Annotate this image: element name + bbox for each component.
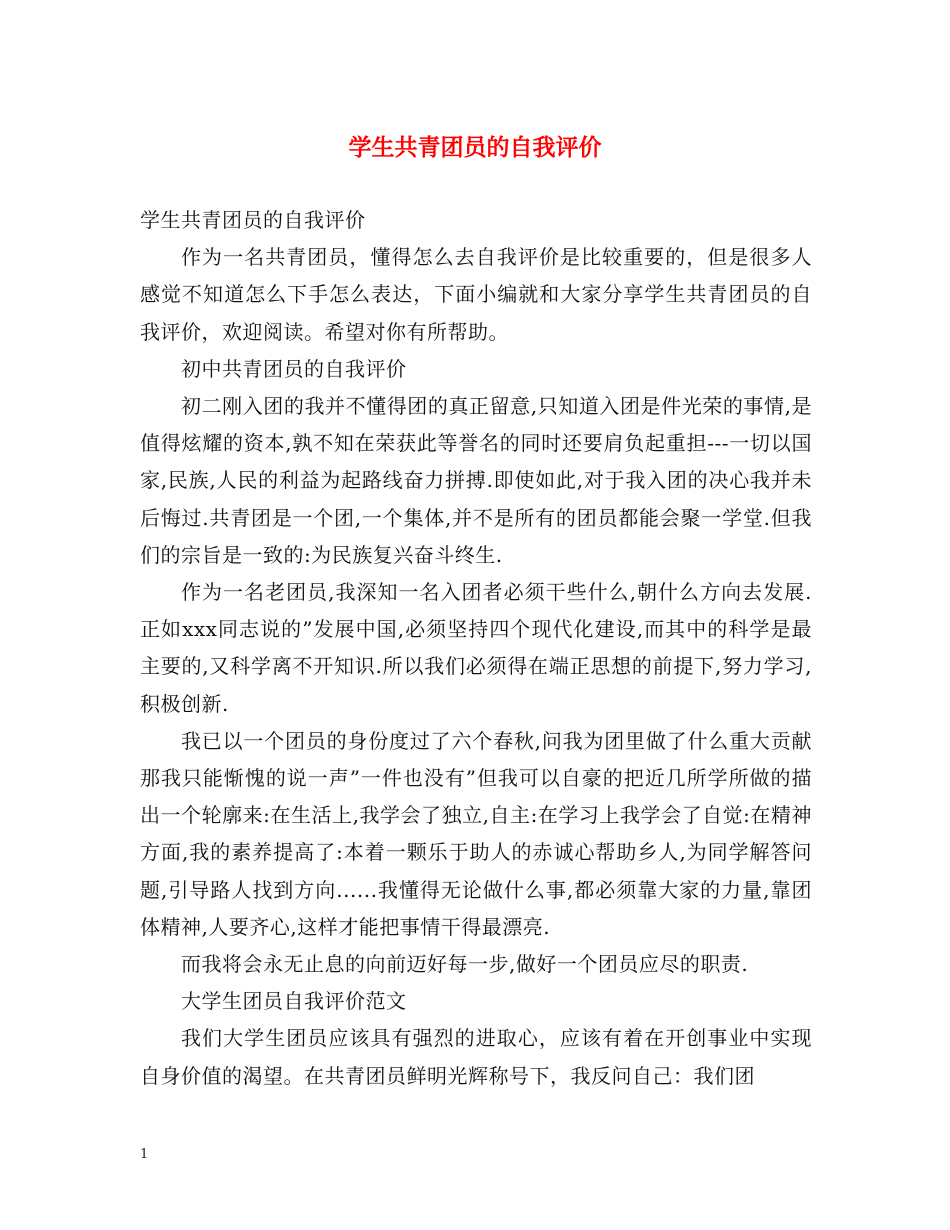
paragraph-six-years: 我已以一个团员的身份度过了六个春秋,问我为团里做了什么重大贡献那我只能惭愧的说一声”一件也没有”但我可以自豪的把近几所学所做的描出一个轮廓来:在生活上,我学会了独立,自主:在学习上我学会了自觉:在精神方面,我的素养提高了:本着一颗乐于助人的赤诚心帮助乡人,为同学解答问题,引导路人找到方向......我懂得无论做什么事,都必须靠大家的力量,靠团体精神,人要齐心,这样才能把事情干得最漂亮. xyxy=(140,728,812,939)
document-title: 学生共青团员的自我评价 xyxy=(348,135,602,161)
page-number: 1 xyxy=(140,1147,149,1162)
paragraph-intro: 作为一名共青团员，懂得怎么去自我评价是比较重要的，但是很多人感觉不知道怎么下手怎么表达，下面小编就和大家分享学生共青团员的自我评价，欢迎阅读。希望对你有所帮助。 xyxy=(140,245,812,344)
paragraph-commitment: 而我将会永无止息的向前迈好每一步,做好一个团员应尽的职责. xyxy=(181,952,749,977)
paragraph-old-member: 作为一名老团员,我深知一名入团者必须干些什么,朝什么方向去发展.正如xxx同志说的”发展中国,必须坚持四个现代化建设,而其中的科学是最主要的,又科学离不开知识.所以我们必须得在端正思想的前提下,努力学习,积极创新. xyxy=(140,580,812,716)
paragraph-joining-league: 初二刚入团的我并不懂得团的真正留意,只知道入团是件光荣的事情,是值得炫耀的资本,孰不知在荣获此等誉名的同时还要肩负起重担---一切以国家,民族,人民的利益为起路线奋力拼搏.即使如此,对于我入团的决心我并未后悔过.共青团是一个团,一个集体,并不是所有的团员都能会聚一学堂.但我们的宗旨是一致的:为民族复兴奋斗终生. xyxy=(140,394,812,567)
section-heading-junior-high: 初中共青团员的自我评价 xyxy=(181,356,407,381)
document-body xyxy=(140,202,812,1095)
paragraph-college-ambition: 我们大学生团员应该具有强烈的进取心，应该有着在开创事业中实现自身价值的渴望。在共青团员鲜明光辉称号下，我反问自己：我们团 xyxy=(140,1026,812,1088)
section-heading-college: 大学生团员自我评价范文 xyxy=(181,989,407,1014)
paragraph-heading: 学生共青团员的自我评价 xyxy=(140,208,366,232)
